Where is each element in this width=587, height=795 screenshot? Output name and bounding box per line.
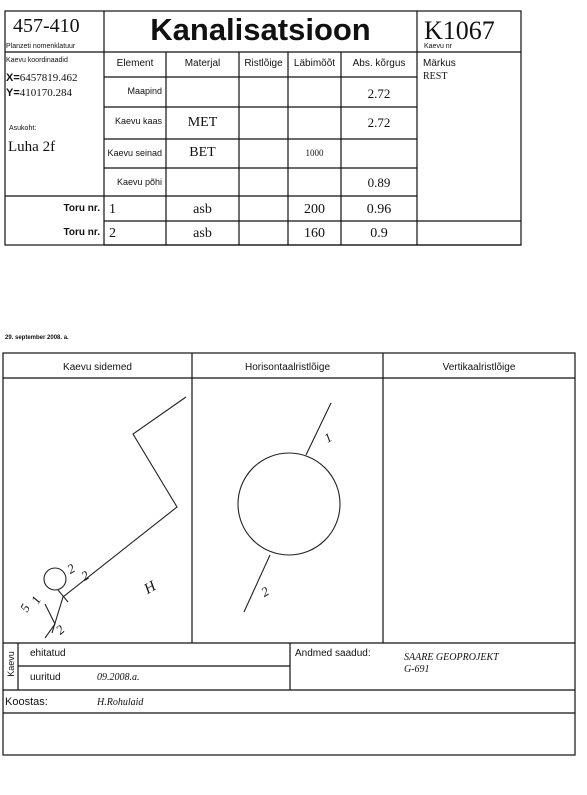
- row-material: BET: [189, 145, 216, 160]
- col-header-height: Abs. kõrgus: [352, 58, 406, 69]
- handwritten-mark: 2: [258, 583, 272, 600]
- pipe-diameter: 160: [304, 226, 325, 241]
- row-element: Kaevu seinad: [107, 148, 162, 158]
- source-company: SAARE GEOPROJEKT: [404, 652, 499, 663]
- col-header-vertical: Vertikaalristlõige: [442, 362, 516, 373]
- row-height: 2.72: [367, 86, 391, 101]
- col-header-connections: Kaevu sidemed: [63, 362, 132, 373]
- row-material: MET: [187, 115, 218, 130]
- well-number: K1067: [424, 16, 495, 45]
- pipe-label: Toru nr.: [63, 227, 100, 238]
- pipe-number: 2: [109, 226, 116, 241]
- pipe-label: Toru nr.: [63, 203, 100, 214]
- page-title: Kanalisatsioon: [150, 12, 371, 47]
- location-value: Luha 2f: [8, 139, 56, 155]
- document-date: 29. september 2008. a.: [5, 335, 69, 341]
- x-value: 6457819.462: [19, 72, 78, 84]
- row-element: Kaevu kaas: [114, 116, 162, 126]
- col-header-horizontal: Horisontaalristlõige: [244, 362, 331, 373]
- sheet-number: 457-410: [13, 15, 80, 37]
- col-header-note: Märkus: [423, 58, 456, 69]
- handwritten-mark: 5: [16, 601, 33, 615]
- handwritten-mark: 2: [52, 621, 68, 638]
- note-value: REST: [423, 71, 448, 82]
- row-height: 0.89: [367, 175, 391, 190]
- pipe-height: 0.9: [370, 226, 388, 241]
- handwritten-mark: H: [141, 578, 159, 598]
- pipe-diameter: 200: [304, 202, 325, 217]
- row-diameter: 1000: [305, 148, 324, 158]
- surveyed-label: uuritud: [30, 672, 61, 683]
- author-label: Koostas:: [5, 696, 48, 708]
- col-header-section: Ristlõige: [244, 58, 283, 69]
- handwritten-mark: 1: [27, 593, 44, 607]
- y-label: Y=: [6, 87, 20, 99]
- surveyed-value: 09.2008.a.: [97, 672, 140, 683]
- pipe-height: 0.96: [366, 202, 392, 217]
- row-height: 2.72: [367, 115, 391, 130]
- coordinate-y: [6, 87, 72, 99]
- row-element: Kaevu põhi: [116, 177, 162, 187]
- y-value: 410170.284: [19, 87, 73, 99]
- row-element: Maapind: [127, 86, 162, 96]
- handwritten-mark: 2: [78, 567, 92, 584]
- well-caption: Kaevu nr: [424, 43, 453, 50]
- built-label: ehitatud: [30, 648, 66, 659]
- pipe-material: asb: [193, 202, 212, 217]
- x-label: X=: [6, 72, 20, 84]
- location-caption: Asukoht:: [9, 125, 37, 132]
- coordinate-x: [6, 72, 78, 84]
- pipe-material: asb: [193, 226, 212, 241]
- pipe-number: 1: [109, 202, 116, 217]
- col-header-element: Element: [116, 58, 154, 69]
- source-code: G-691: [404, 664, 430, 675]
- source-label: Andmed saadud:: [295, 648, 371, 659]
- author-value: H.Rohulaid: [97, 697, 144, 708]
- handwritten-mark: 2: [64, 560, 78, 577]
- side-label: Kaevu: [6, 651, 16, 677]
- coordinates-caption: Kaevu koordinaadid: [6, 57, 68, 64]
- sheet-caption: Planzeti nomenklatuur: [6, 43, 76, 50]
- col-header-material: Materjal: [184, 58, 221, 69]
- col-header-diameter: Läbimõõt: [293, 58, 336, 69]
- handwritten-mark: 1: [321, 429, 335, 446]
